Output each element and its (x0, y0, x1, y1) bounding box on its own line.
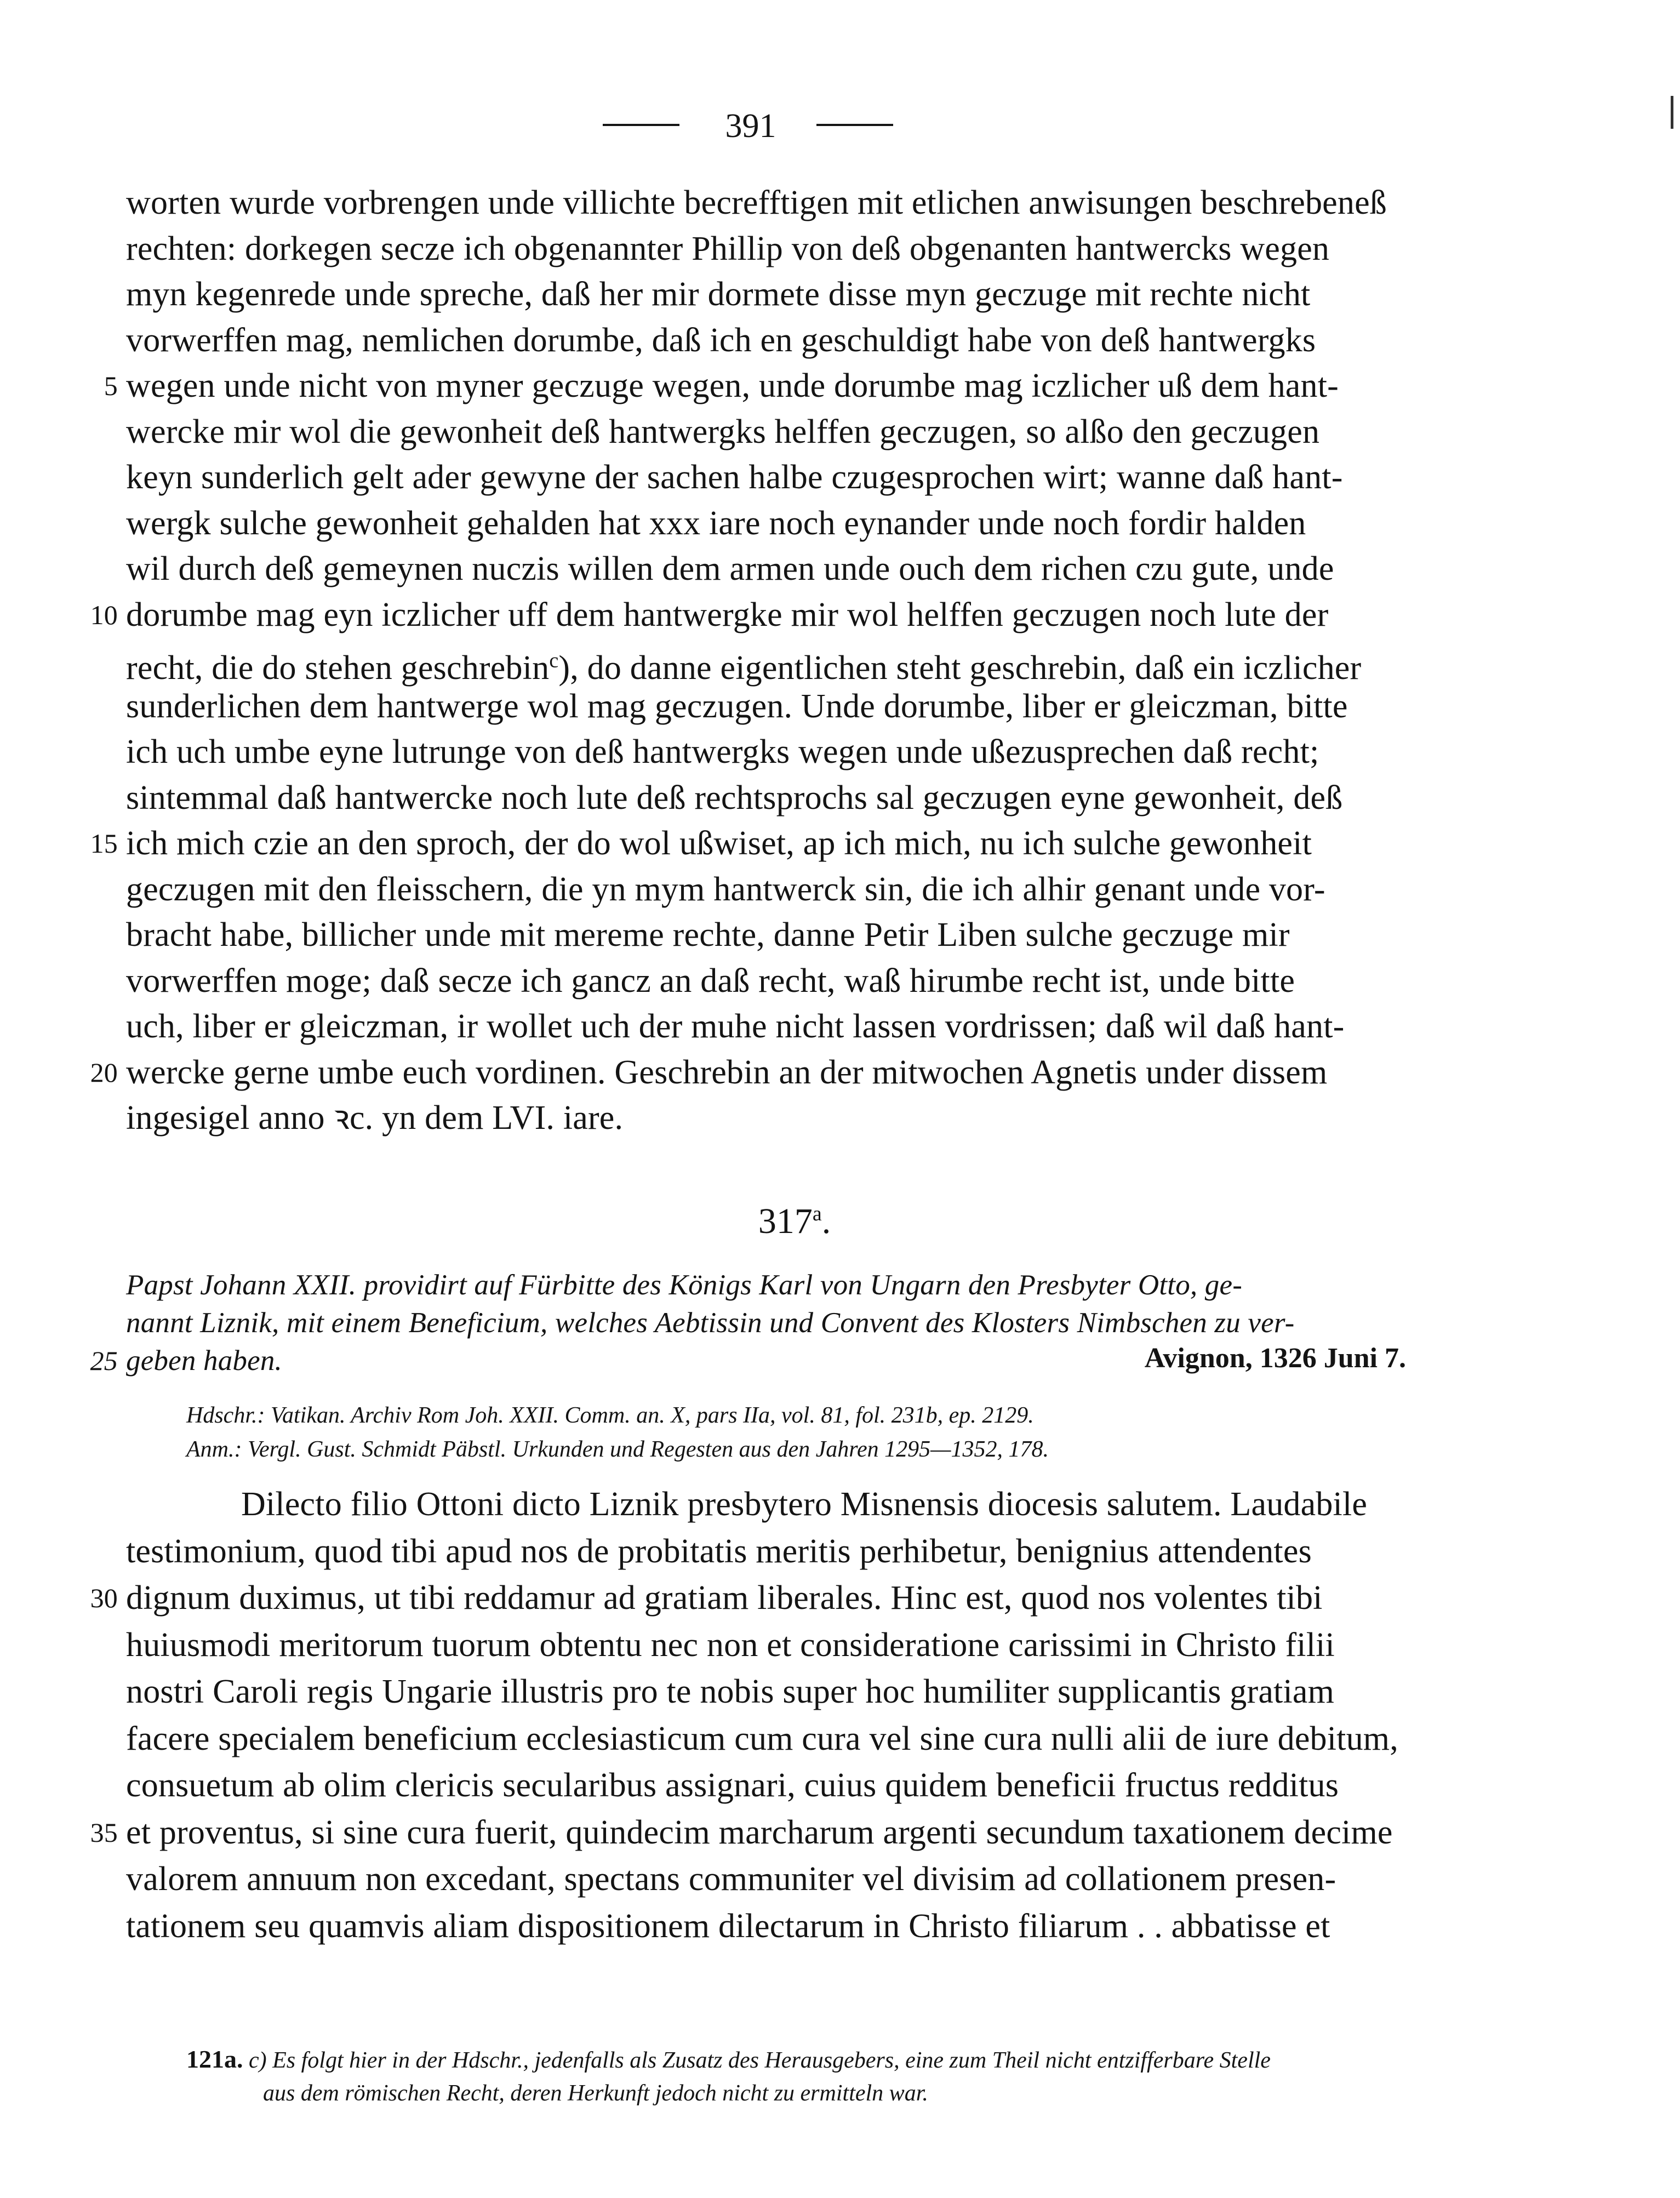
section-heading (712, 1186, 877, 1249)
line-text: wegen unde nicht von myner geczuge wegen, unde dorumbe mag iczlicher uß dem hant- (126, 367, 1339, 404)
line-text: uch, liber er gleiczman, ir wollet uch der muhe nicht lassen vordrissen; daß wil daß hant- (126, 1008, 1345, 1045)
header-rule-right (816, 124, 893, 126)
line-text: testimonium, quod tibi apud nos de probitatis meritis perhibetur, benignius attendentes (126, 1532, 1312, 1570)
dateline: Avignon, 1326 Juni 7. (1144, 1343, 1406, 1374)
line-text: consuetum ab olim clericis secularibus assignari, cuius quidem beneficii fructus redditus (126, 1767, 1339, 1804)
line-text: valorem annuum non excedant, spectans communiter vel divisim ad collationem presen- (126, 1860, 1336, 1898)
text-line-11 (126, 636, 1361, 685)
text-line-20 (90, 1048, 1328, 1097)
text-line-7 (126, 453, 1343, 502)
text-line-6 (126, 407, 1319, 456)
footnote-line-2: aus dem römischen Recht, deren Herkunft jedoch nicht zu ermitteln war. (263, 2081, 928, 2106)
body-line-5 (126, 1667, 1334, 1716)
line-number: 15 (90, 828, 118, 859)
line-text: facere specialem beneficium ecclesiasticum cum cura vel sine cura nulli alii de iure debitum, (126, 1720, 1398, 1757)
manuscript-note: Hdschr.: Vatikan. Archiv Rom Joh. XXII. Comm. an. X, pars IIa, vol. 81, fol. 231b, ep. 2129. (186, 1403, 1034, 1428)
line-text: ich mich czie an den sproch, der do wol ußwiset, ap ich mich, nu ich sulche gewonheit (126, 825, 1312, 862)
text-line-3 (126, 270, 1311, 319)
line-text: dorumbe mag eyn iczlicher uff dem hantwergke mir wol helffen geczugen noch lute der (126, 596, 1329, 633)
document-number: 317 (758, 1201, 813, 1241)
header-rule-left (603, 124, 679, 126)
text-line-1 (126, 178, 1387, 227)
line-text: huiusmodi meritorum tuorum obtentu nec non et consideratione carissimi in Christo filii (126, 1626, 1335, 1664)
body-line-7 (126, 1761, 1339, 1810)
line-text: nannt Liznik, mit einem Beneficium, welches Aebtissin und Convent des Klosters Nimbschen zu ver- (126, 1307, 1295, 1339)
line-text: ich uch umbe eyne lutrunge von deß hantwergks wegen unde ußezusprechen daß recht; (126, 733, 1319, 770)
text-line-18 (126, 956, 1295, 1006)
line-text: keyn sunderlich gelt ader gewyne der sachen halbe czugesprochen wirt; wanne daß hant- (126, 459, 1343, 496)
text-line-8 (126, 499, 1306, 548)
line-text: ingesigel anno ꝛc. yn dem LVI. iare. (126, 1099, 624, 1137)
line-text: Dilecto filio Ottoni dicto Liznik presbytero Misnensis diocesis salutem. Laudabile (241, 1486, 1368, 1523)
document-number-suffix: a (812, 1202, 822, 1225)
line-text: recht, die do stehen geschrebin$^c$), do danne eigentlichen steht geschrebin, daß ein iczlicher (126, 649, 1362, 687)
body-line-10 (126, 1902, 1330, 1951)
body-line-1 (241, 1480, 1367, 1529)
edge-mark (1671, 96, 1673, 129)
footnote-text-1: c) Es folgt hier in der Hdschr., jedenfalls als Zusatz des Herausgebers, eine zum Theil nicht entzifferbare Stelle (249, 2048, 1271, 2073)
line-text: vorwerffen mag, nemlichen dorumbe, daß ich en geschuldigt habe von deß hantwergks (126, 321, 1316, 359)
text-line-14 (126, 773, 1342, 823)
footnote-label: 121a. (186, 2045, 243, 2073)
body-line-6 (126, 1714, 1398, 1763)
body-line-8 (90, 1808, 1393, 1857)
body-line-3 (90, 1573, 1323, 1623)
line-text: et proventus, si sine cura fuerit, quindecim marcharum argenti secundum taxationem decime (126, 1813, 1393, 1851)
text-line-17 (126, 910, 1290, 960)
line-text: geben haben. (126, 1345, 282, 1377)
line-text: myn kegenrede unde spreche, daß her mir dormete disse myn geczuge mit rechte nicht (126, 276, 1311, 313)
document-number-dot: . (821, 1201, 831, 1241)
text-line-15 (90, 819, 1312, 868)
page-header (0, 93, 1680, 159)
line-text: wil durch deß gemeynen nuczis willen dem armen unde ouch dem richen czu gute, unde (126, 550, 1334, 587)
line-number: 20 (90, 1057, 118, 1088)
body-line-2 (126, 1527, 1312, 1576)
line-number: 30 (90, 1583, 118, 1613)
line-number: 35 (90, 1817, 118, 1848)
line-text: sintemmal daß hantwercke noch lute deß rechtsprochs sal geczugen eyne gewonheit, deß (126, 779, 1343, 817)
text-line-12 (126, 682, 1348, 731)
text-line-5 (104, 361, 1339, 410)
annotation-note: Anm.: Vergl. Gust. Schmidt Päbstl. Urkunden und Regesten aus den Jahren 1295—1352, 178. (186, 1437, 1049, 1462)
line-text: wercke mir wol die gewonheit deß hantwergks helffen geczugen, so alßo den geczugen (126, 413, 1320, 450)
line-text: bracht habe, billicher unde mit mereme rechte, danne Petir Liben sulche geczuge mir (126, 916, 1290, 954)
text-line-21 (126, 1093, 623, 1143)
footnote (186, 2043, 1271, 2110)
text-line-16 (126, 865, 1325, 914)
text-line-19 (126, 1002, 1344, 1051)
line-text: rechten: dorkegen secze ich obgenannter Phillip von deß obgenanten hantwercks wegen (126, 230, 1330, 267)
text-line-13 (126, 727, 1319, 777)
page-number: 391 (725, 107, 776, 145)
text-line-10 (90, 590, 1329, 640)
line-number: 10 (90, 599, 118, 630)
line-text: sunderlichen dem hantwerge wol mag geczugen. Unde dorumbe, liber er gleiczman, bitte (126, 687, 1348, 725)
regest-line-3 (90, 1336, 282, 1385)
line-text: Papst Johann XXII. providirt auf Fürbitte des Königs Karl von Ungarn den Presbyter Otto, ge- (126, 1269, 1243, 1301)
line-text: wercke gerne umbe euch vordinen. Geschrebin an der mitwochen Agnetis under dissem (126, 1053, 1328, 1091)
line-text: worten wurde vorbrengen unde villichte becrefftigen mit etlichen anwisungen beschrebeneß (126, 184, 1387, 221)
line-text: tationem seu quamvis aliam dispositionem dilectarum in Christo filiarum . . abbatisse et (126, 1907, 1330, 1945)
line-text: dignum duximus, ut tibi reddamur ad gratiam liberales. Hinc est, quod nos volentes tibi (126, 1579, 1323, 1617)
text-line-9 (126, 544, 1334, 593)
body-line-9 (126, 1854, 1336, 1904)
body-line-4 (126, 1620, 1335, 1670)
regest-line-2 (126, 1298, 1294, 1348)
text-line-4 (126, 316, 1316, 365)
text-line-2 (126, 224, 1329, 273)
line-text: vorwerffen moge; daß secze ich gancz an daß recht, waß hirumbe recht ist, unde bitte (126, 962, 1295, 1000)
line-number: 5 (104, 370, 118, 401)
footnote-line-1 (186, 2043, 1271, 2077)
line-text: nostri Caroli regis Ungarie illustris pro te nobis super hoc humiliter supplicantis gratiam (126, 1673, 1335, 1710)
line-number: 25 (90, 1345, 118, 1376)
line-text: wergk sulche gewonheit gehalden hat xxx iare noch eynander unde noch fordir halden (126, 504, 1306, 542)
line-text: geczugen mit den fleisschern, die yn mym hantwerck sin, die ich alhir genant unde vor- (126, 870, 1325, 908)
